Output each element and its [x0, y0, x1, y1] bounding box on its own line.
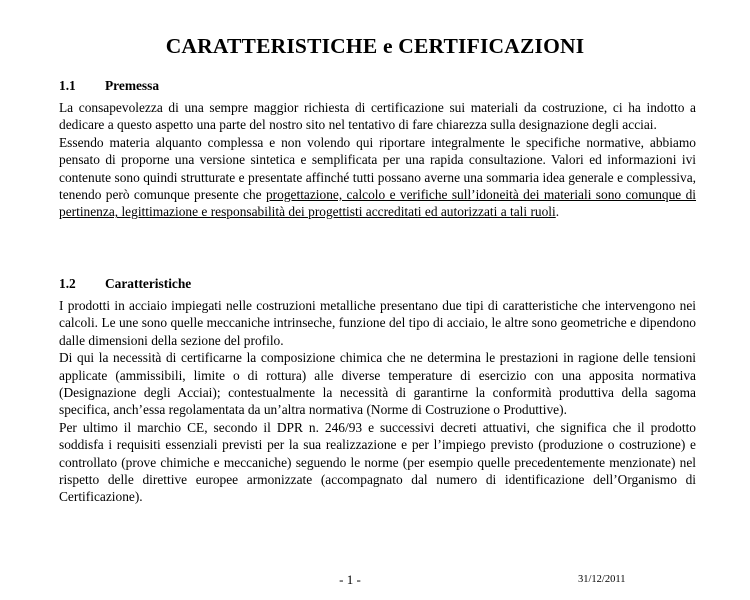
section-title: Premessa: [105, 78, 160, 93]
section-body-premessa: [59, 99, 696, 221]
paragraph-text: Essendo materia alquanto complessa e non volendo qui riportare integralmente le specifiche normative, abbiamo pensato di proporne una versione sintetica e semplificata per una rapida consultazione. Valori ed informazioni ivi contenute sono quindi strutturate e presentate affinché tutti possano averne una sommaria idea generale e complessiva, tenendo però comunque presente che: [59, 134, 696, 203]
paragraph: Per ultimo il marchio CE, secondo il DPR n. 246/93 e successivi decreti attuativi, che significa che il prodotto soddisfa i requisiti essenziali previsti per la sua realizzazione e per l’impiego previsto (produzione o costruzione) e controllato (prove chimiche e meccaniche) seguendo le norme (per esempio quelle precedentemente menzionate) nel rispetto delle direttive europee armonizzate (accompagnato dal numero di identificazione dell’Organismo di Certificazione).: [59, 419, 696, 505]
section-number: 1.1: [59, 78, 76, 93]
paragraph: La consapevolezza di una sempre maggior richiesta di certificazione sui materiali da costruzione, ci ha indotto a dedicare a questo aspetto una parte del nostro sito nel tentativo di fare chiarezza sulla designazione degli acciai.: [59, 100, 696, 133]
trailing-punctuation: .: [555, 204, 560, 220]
underlined-statement: progettazione, calcolo e verifiche sull’idoneità dei materiali sono comunque di pertinenza, legittimazione e responsabilità dei progettisti accreditati ed autorizzati a tali ruoli: [59, 187, 697, 220]
page-number: - 1 -: [339, 572, 361, 587]
section-heading-caratteristiche: [59, 276, 191, 292]
page-title: CARATTERISTICHE e CERTIFICAZIONI: [165, 34, 585, 58]
footer-date: 31/12/2011: [578, 574, 626, 585]
section-heading-premessa: [59, 78, 159, 94]
paragraph-with-underline: [59, 134, 696, 221]
section-number: 1.2: [59, 276, 76, 291]
paragraph: Di qui la necessità di certificarne la composizione chimica che ne determina le prestazioni in ragione delle tensioni applicate (ammissibili, limite o di rottura) alle diverse temperature di esercizio con una apposita normativa (Designazione degli Acciai); contestualmente la necessità di garantirne la conformità produttiva della sagoma specifica, anch’essa regolamentata da un’altra normativa (Norme di Costruzione o Produttive).: [59, 350, 696, 418]
section-body-caratteristiche: [59, 297, 696, 506]
paragraph: I prodotti in acciaio impiegati nelle costruzioni metalliche presentano due tipi di caratteristiche che intervengono nei calcoli. Le une sono quelle meccaniche intrinseche, funzione del tipo di acciaio, le altre sono geometriche e dipendono dalle dimensioni della sezione del profilo.: [59, 298, 696, 348]
section-title: Caratteristiche: [105, 276, 192, 291]
